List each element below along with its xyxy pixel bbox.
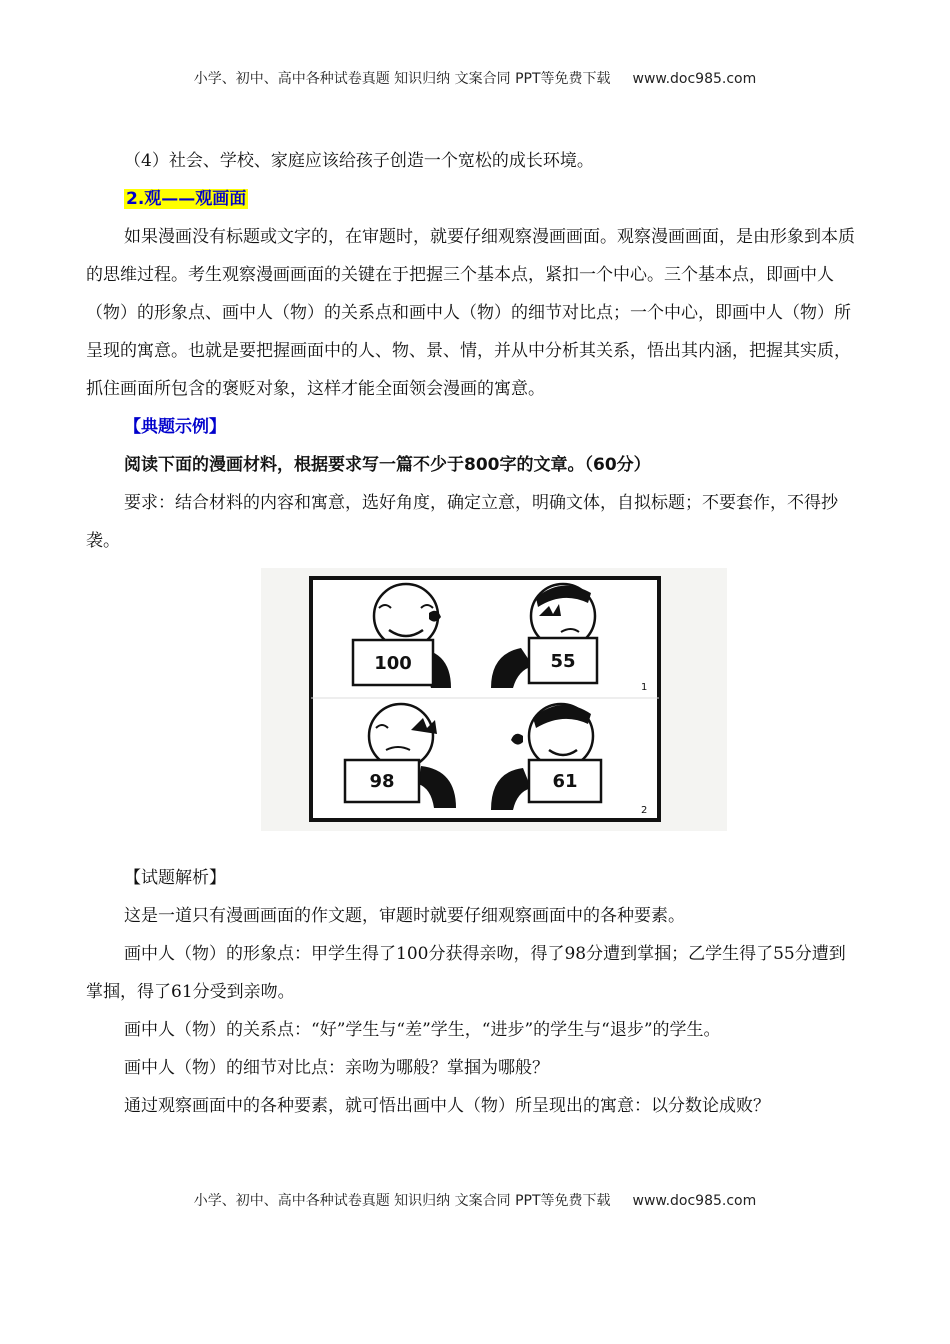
page-header [0, 68, 950, 88]
score-55: 55 [550, 651, 576, 672]
requirement-text: 要求：结合材料的内容和寓意，选好角度，确定立意，明确文体，自拟标题；不要套作，不得抄袭。 [86, 493, 838, 551]
task-statement: 阅读下面的漫画材料，根据要求写一篇不少于800字的文章。（60分） [124, 455, 651, 475]
section-heading [86, 180, 856, 218]
analysis-p1: 这是一道只有漫画画面的作文题，审题时就要仔细观察画面中的各种要素。 [124, 906, 685, 926]
figure-container [86, 568, 856, 843]
score-61: 61 [552, 771, 578, 792]
panel-number-1: 1 [641, 682, 648, 693]
score-98: 98 [369, 771, 395, 792]
analysis-p3: 画中人（物）的关系点：“好”学生与“差”学生，“进步”的学生与“退步”的学生。 [124, 1020, 721, 1040]
analysis-heading: 【试题解析】 [124, 868, 226, 888]
section-heading-text: 2.观——观画面 [126, 189, 247, 209]
document-body [86, 142, 856, 1125]
analysis-p5: 通过观察画面中的各种要素，就可悟出画中人（物）所呈现出的寓意：以分数论成败？ [124, 1096, 770, 1116]
page-footer [0, 1190, 950, 1210]
cartoon-svg [261, 568, 727, 831]
paragraph-society: （4）社会、学校、家庭应该给孩子创造一个宽松的成长环境。 [124, 151, 594, 171]
footer-site-link[interactable]: www.doc985.com [632, 1193, 757, 1209]
footer-text: 小学、初中、高中各种试卷真题 知识归纳 文案合同 PPT等免费下载 [193, 1193, 611, 1209]
paragraph-observe: 如果漫画没有标题或文字的，在审题时，就要仔细观察漫画画面。观察漫画画面，是由形象到本质的思维过程。考生观察漫画画面的关键在于把握三个基本点，紧扣一个中心。三个基本点，即画中人（物）的形象点、画中人（物）的关系点和画中人（物）的细节对比点；一个中心，即画中人（物）所呈现的寓意。也就是要把握画面中的人、物、景、情，并从中分析其关系，悟出其内涵，把握其实质，抓住画面所包含的褒贬对象，这样才能全面领会漫画的寓意。 [86, 227, 855, 399]
analysis-p2: 画中人（物）的形象点：甲学生得了100分获得亲吻，得了98分遭到掌掴；乙学生得了55分遭到掌掴，得了61分受到亲吻。 [86, 944, 846, 1002]
panel-number-2: 2 [641, 805, 648, 816]
score-100: 100 [374, 653, 412, 674]
example-heading [86, 408, 856, 446]
example-heading-text: 【典题示例】 [124, 417, 226, 437]
header-site-link[interactable]: www.doc985.com [632, 71, 757, 87]
analysis-p4: 画中人（物）的细节对比点：亲吻为哪般？掌掴为哪般？ [124, 1058, 549, 1078]
cartoon-image [261, 568, 727, 831]
header-text: 小学、初中、高中各种试卷真题 知识归纳 文案合同 PPT等免费下载 [193, 71, 611, 87]
